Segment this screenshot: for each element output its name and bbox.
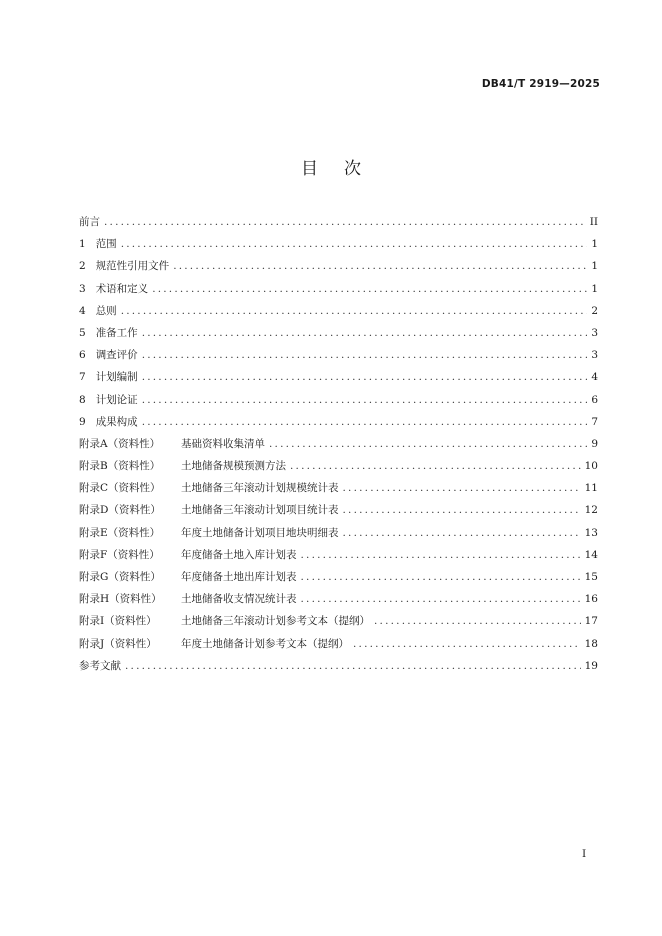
toc-entry[interactable] [79, 636, 598, 658]
toc-entry[interactable] [79, 525, 598, 547]
toc-entry-number: 6 [79, 349, 86, 362]
toc-entry-label: 土地储备收支情况统计表 [181, 593, 297, 606]
toc-entry-page: 3 [591, 349, 598, 362]
toc-entry-appendix-prefix: 附录F（资料性） [79, 548, 160, 561]
toc-entry-appendix-prefix: 附录D（资料性） [79, 504, 161, 517]
toc-entry-number: 5 [79, 326, 86, 339]
toc-entry[interactable] [79, 591, 598, 613]
toc-entry-appendix-prefix: 附录E（资料性） [79, 526, 161, 539]
toc-entry[interactable] [79, 480, 598, 502]
toc-dot-leader [121, 238, 588, 250]
toc-entry-label: 年度储备土地出库计划表 [181, 571, 297, 583]
toc-entry-page: 10 [584, 460, 598, 473]
toc-dot-leader [353, 638, 581, 650]
toc-entry-number: 9 [79, 415, 86, 428]
toc-entry-label: 准备工作 [95, 326, 138, 339]
toc-entry-page: 13 [584, 526, 598, 539]
toc-entry[interactable] [79, 658, 598, 680]
toc-dot-leader [290, 460, 581, 472]
toc-entry-page: 1 [591, 238, 598, 251]
toc-entry-label: 规范性引用文件 [95, 260, 170, 273]
toc-entry-number: 1 [79, 238, 86, 251]
toc-dot-leader [104, 216, 586, 228]
toc-entry-label: 年度土地储备计划参考文本（提纲） [181, 637, 349, 650]
toc-dot-leader [152, 283, 587, 295]
toc-entry-page: 18 [584, 637, 598, 650]
toc-entry-label: 计划论证 [95, 393, 138, 406]
toc-entry-label: 基础资料收集清单 [181, 437, 265, 450]
toc-entry-page: 6 [591, 393, 598, 406]
toc-entry-label: 土地储备三年滚动计划规模统计表 [181, 482, 339, 495]
toc-entry[interactable] [79, 369, 598, 391]
toc-entry[interactable] [79, 347, 598, 369]
toc-dot-leader [301, 549, 581, 561]
toc-entry-label: 土地储备三年滚动计划项目统计表 [181, 504, 339, 517]
toc-entry-label: 成果构成 [95, 415, 138, 428]
toc-entry-page: 19 [584, 659, 598, 672]
toc-entry-label: 术语和定义 [95, 282, 149, 295]
toc-dot-leader [269, 438, 587, 450]
toc-entry-label: 参考文献 [79, 659, 121, 672]
toc-dot-leader [142, 327, 588, 339]
toc-entry-page: 14 [584, 548, 598, 561]
toc-entry[interactable] [79, 281, 598, 303]
toc-entry-appendix-prefix: 附录H（资料性） [79, 593, 162, 606]
toc-title: 目次 [301, 159, 387, 179]
toc-dot-leader [121, 305, 588, 317]
toc-dot-leader [142, 394, 588, 406]
toc-entry-appendix-prefix: 附录A（资料性） [79, 437, 161, 450]
toc-entry-page: 16 [584, 593, 598, 606]
toc-entry-label: 总则 [95, 304, 117, 317]
table-of-contents [79, 214, 598, 680]
toc-entry[interactable] [79, 502, 598, 524]
toc-entry[interactable] [79, 258, 598, 280]
toc-entry[interactable] [79, 569, 598, 591]
toc-entry-appendix-prefix: 附录I（资料性） [79, 615, 157, 628]
toc-entry-label: 调查评价 [95, 349, 138, 362]
toc-dot-leader [301, 593, 581, 605]
toc-entry[interactable] [79, 325, 598, 347]
toc-entry-number: 7 [79, 371, 86, 384]
toc-entry-appendix-prefix: 附录J（资料性） [79, 637, 157, 650]
toc-entry-number: 2 [79, 260, 86, 273]
toc-entry[interactable] [79, 436, 598, 458]
toc-dot-leader [173, 260, 587, 272]
toc-entry[interactable] [79, 392, 598, 414]
toc-dot-leader [142, 349, 588, 361]
toc-entry-page: 15 [584, 571, 598, 583]
toc-entry-page: 9 [591, 437, 598, 450]
toc-entry-appendix-prefix: 附录B（资料性） [79, 460, 161, 473]
toc-entry[interactable] [79, 613, 598, 635]
toc-entry-label: 前言 [79, 216, 100, 228]
toc-entry-label: 年度储备土地入库计划表 [181, 548, 297, 561]
toc-entry[interactable] [79, 303, 598, 325]
toc-entry-page: 1 [591, 260, 598, 273]
toc-dot-leader [142, 416, 588, 428]
toc-entry-number: 3 [79, 282, 86, 295]
toc-entry-number: 4 [79, 304, 86, 317]
toc-entry-label: 范围 [95, 238, 117, 251]
toc-dot-leader [343, 482, 581, 494]
toc-entry-label: 土地储备规模预测方法 [181, 460, 286, 473]
page-number: I [582, 848, 587, 860]
toc-entry[interactable] [79, 547, 598, 569]
toc-dot-leader [142, 371, 588, 383]
toc-entry[interactable] [79, 214, 598, 236]
toc-dot-leader [374, 615, 581, 627]
toc-entry-page: 3 [591, 326, 598, 339]
toc-entry-page: 1 [591, 282, 598, 295]
toc-entry[interactable] [79, 414, 598, 436]
toc-dot-leader [301, 571, 581, 583]
toc-entry[interactable] [79, 236, 598, 258]
toc-entry-page: 2 [591, 304, 598, 317]
toc-entry-page: 17 [584, 615, 598, 628]
toc-dot-leader [343, 527, 581, 539]
toc-dot-leader [125, 660, 581, 672]
toc-dot-leader [343, 504, 581, 516]
toc-entry[interactable] [79, 458, 598, 480]
toc-entry-page: 7 [591, 415, 598, 428]
toc-entry-page: 4 [591, 371, 598, 384]
toc-entry-page: 12 [584, 504, 598, 517]
toc-entry-appendix-prefix: 附录C（资料性） [79, 482, 161, 495]
toc-entry-appendix-prefix: 附录G（资料性） [79, 571, 161, 583]
document-code: DB41/T 2919—2025 [481, 78, 600, 90]
toc-entry-label: 年度土地储备计划项目地块明细表 [181, 526, 339, 539]
toc-entry-label: 计划编制 [95, 371, 138, 384]
toc-entry-page: 11 [584, 482, 598, 495]
toc-entry-label: 土地储备三年滚动计划参考文本（提纲） [181, 615, 370, 628]
toc-entry-number: 8 [79, 393, 86, 406]
toc-entry-page: II [589, 216, 598, 228]
